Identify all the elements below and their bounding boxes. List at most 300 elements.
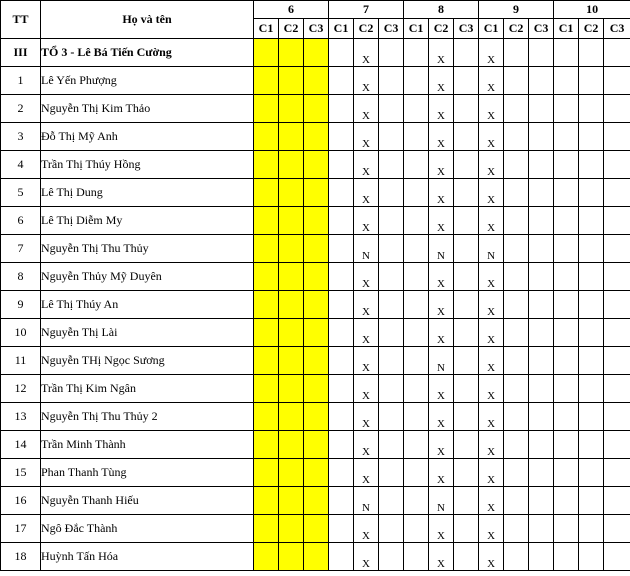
mark-cell [579, 319, 604, 347]
mark-cell [279, 179, 304, 207]
table-row [1, 543, 630, 571]
mark-cell [379, 431, 404, 459]
mark-cell [304, 39, 329, 67]
mark-cell [279, 235, 304, 263]
mark-cell [604, 319, 630, 347]
header-group-7: 7 [329, 1, 404, 19]
mark-cell: X [354, 95, 379, 123]
mark-cell [304, 151, 329, 179]
mark-cell [454, 39, 479, 67]
mark-cell [554, 347, 579, 375]
mark-cell: X [479, 375, 504, 403]
mark-cell [554, 207, 579, 235]
mark-cell [254, 319, 279, 347]
row-number: 2 [1, 95, 41, 123]
mark-cell [504, 347, 529, 375]
mark-cell [529, 151, 554, 179]
mark-cell [329, 319, 354, 347]
mark-cell: X [479, 207, 504, 235]
mark-cell: N [429, 235, 454, 263]
row-number: 10 [1, 319, 41, 347]
mark-cell [504, 39, 529, 67]
mark-cell [529, 263, 554, 291]
mark-cell [329, 543, 354, 571]
mark-cell [254, 487, 279, 515]
row-number: 18 [1, 543, 41, 571]
mark-cell [529, 123, 554, 151]
mark-cell [579, 403, 604, 431]
mark-cell [404, 319, 429, 347]
mark-cell [529, 431, 554, 459]
mark-cell [604, 207, 630, 235]
mark-cell [504, 151, 529, 179]
mark-cell [404, 67, 429, 95]
table-row [1, 207, 630, 235]
mark-cell [304, 67, 329, 95]
mark-cell [604, 39, 630, 67]
table-row [1, 151, 630, 179]
mark-cell [504, 291, 529, 319]
mark-cell: X [429, 151, 454, 179]
mark-cell [304, 207, 329, 235]
mark-cell [454, 431, 479, 459]
mark-cell [404, 207, 429, 235]
row-number: 1 [1, 67, 41, 95]
mark-cell [504, 263, 529, 291]
mark-cell [604, 403, 630, 431]
mark-cell: X [354, 319, 379, 347]
mark-cell [529, 319, 554, 347]
sub-header-c1: C1 [254, 19, 279, 39]
mark-cell [554, 543, 579, 571]
mark-cell [504, 403, 529, 431]
mark-cell [379, 39, 404, 67]
mark-cell [329, 403, 354, 431]
mark-cell [304, 179, 329, 207]
mark-cell [304, 403, 329, 431]
mark-cell [379, 123, 404, 151]
header-group-10: 10 [554, 1, 630, 19]
mark-cell [379, 319, 404, 347]
mark-cell [454, 207, 479, 235]
mark-cell [279, 515, 304, 543]
mark-cell [504, 95, 529, 123]
mark-cell [329, 515, 354, 543]
mark-cell [529, 235, 554, 263]
mark-cell [304, 375, 329, 403]
mark-cell [329, 291, 354, 319]
mark-cell [454, 95, 479, 123]
mark-cell: N [429, 347, 454, 375]
mark-cell [379, 67, 404, 95]
header-row-groups [1, 1, 630, 19]
mark-cell: X [479, 39, 504, 67]
mark-cell: X [354, 207, 379, 235]
mark-cell [604, 375, 630, 403]
row-number: 11 [1, 347, 41, 375]
person-name: Lê Thị Dung [41, 179, 254, 207]
table-row [1, 459, 630, 487]
mark-cell [404, 179, 429, 207]
mark-cell: X [354, 151, 379, 179]
mark-cell [454, 67, 479, 95]
mark-cell [404, 487, 429, 515]
table-row [1, 347, 630, 375]
mark-cell [254, 263, 279, 291]
mark-cell [304, 543, 329, 571]
mark-cell [254, 431, 279, 459]
mark-cell [379, 291, 404, 319]
mark-cell [579, 543, 604, 571]
mark-cell [304, 319, 329, 347]
mark-cell [329, 67, 354, 95]
mark-cell: X [429, 67, 454, 95]
mark-cell: X [429, 459, 454, 487]
mark-cell: X [354, 123, 379, 151]
mark-cell [579, 263, 604, 291]
mark-cell [404, 291, 429, 319]
mark-cell [329, 347, 354, 375]
header-tt: TT [1, 1, 41, 39]
mark-cell [404, 403, 429, 431]
mark-cell [454, 403, 479, 431]
mark-cell [404, 263, 429, 291]
mark-cell [279, 431, 304, 459]
mark-cell [554, 403, 579, 431]
mark-cell [254, 95, 279, 123]
mark-cell [604, 515, 630, 543]
mark-cell [379, 95, 404, 123]
mark-cell [329, 151, 354, 179]
row-number: 6 [1, 207, 41, 235]
mark-cell [379, 179, 404, 207]
mark-cell [554, 375, 579, 403]
mark-cell [304, 515, 329, 543]
mark-cell [529, 487, 554, 515]
sub-header-c3: C3 [604, 19, 630, 39]
mark-cell [404, 151, 429, 179]
mark-cell [579, 375, 604, 403]
person-name: Lê Yến Phượng [41, 67, 254, 95]
table-row [1, 487, 630, 515]
mark-cell [554, 319, 579, 347]
mark-cell [529, 515, 554, 543]
person-name: Phan Thanh Tùng [41, 459, 254, 487]
mark-cell [329, 431, 354, 459]
mark-cell: X [354, 347, 379, 375]
mark-cell [404, 347, 429, 375]
mark-cell [454, 347, 479, 375]
mark-cell [554, 235, 579, 263]
mark-cell [604, 151, 630, 179]
mark-cell: X [429, 375, 454, 403]
mark-cell [579, 235, 604, 263]
person-name: Ngô Đắc Thành [41, 515, 254, 543]
mark-cell [604, 95, 630, 123]
table-row [1, 67, 630, 95]
mark-cell [529, 39, 554, 67]
mark-cell: X [429, 543, 454, 571]
mark-cell [254, 39, 279, 67]
mark-cell [504, 67, 529, 95]
mark-cell [604, 179, 630, 207]
mark-cell [254, 515, 279, 543]
mark-cell [254, 375, 279, 403]
table-body [1, 39, 630, 571]
row-number: 16 [1, 487, 41, 515]
mark-cell [529, 347, 554, 375]
mark-cell: N [479, 235, 504, 263]
mark-cell [604, 543, 630, 571]
mark-cell: N [354, 235, 379, 263]
mark-cell: X [429, 123, 454, 151]
person-name: Nguyễn Thị Lài [41, 319, 254, 347]
mark-cell [454, 123, 479, 151]
mark-cell [279, 319, 304, 347]
mark-cell [304, 459, 329, 487]
mark-cell [379, 207, 404, 235]
mark-cell [254, 543, 279, 571]
mark-cell [329, 179, 354, 207]
mark-cell [254, 347, 279, 375]
mark-cell: X [354, 459, 379, 487]
mark-cell: X [479, 431, 504, 459]
mark-cell [254, 151, 279, 179]
mark-cell: X [479, 291, 504, 319]
mark-cell [504, 431, 529, 459]
mark-cell [279, 207, 304, 235]
mark-cell [379, 375, 404, 403]
mark-cell [254, 179, 279, 207]
mark-cell [304, 263, 329, 291]
mark-cell: X [429, 263, 454, 291]
table-row [1, 235, 630, 263]
person-name: Trần Thị Thúy Hồng [41, 151, 254, 179]
mark-cell [304, 487, 329, 515]
table-row [1, 95, 630, 123]
person-name: TỔ 3 - Lê Bá Tiến Cường [41, 39, 254, 67]
mark-cell: X [479, 543, 504, 571]
mark-cell: X [354, 179, 379, 207]
row-number: 17 [1, 515, 41, 543]
mark-cell [529, 179, 554, 207]
header-group-8: 8 [404, 1, 479, 19]
mark-cell [529, 291, 554, 319]
mark-cell: N [429, 487, 454, 515]
row-number: 14 [1, 431, 41, 459]
mark-cell [454, 543, 479, 571]
row-number: 3 [1, 123, 41, 151]
mark-cell [504, 375, 529, 403]
mark-cell [529, 95, 554, 123]
table-row [1, 403, 630, 431]
table-row [1, 515, 630, 543]
mark-cell [554, 179, 579, 207]
person-name: Trần Thị Kim Ngân [41, 375, 254, 403]
mark-cell [579, 487, 604, 515]
mark-cell [279, 67, 304, 95]
mark-cell [279, 487, 304, 515]
mark-cell [579, 67, 604, 95]
mark-cell [579, 515, 604, 543]
row-number: 5 [1, 179, 41, 207]
mark-cell [604, 487, 630, 515]
mark-cell [604, 123, 630, 151]
mark-cell [304, 95, 329, 123]
mark-cell [254, 403, 279, 431]
sub-header-c3: C3 [304, 19, 329, 39]
mark-cell [379, 263, 404, 291]
mark-cell [554, 123, 579, 151]
mark-cell [504, 179, 529, 207]
mark-cell [329, 207, 354, 235]
row-number: 8 [1, 263, 41, 291]
mark-cell [504, 543, 529, 571]
mark-cell: X [479, 263, 504, 291]
mark-cell [304, 431, 329, 459]
mark-cell: X [429, 39, 454, 67]
mark-cell [454, 179, 479, 207]
mark-cell [604, 67, 630, 95]
mark-cell [404, 375, 429, 403]
mark-cell [504, 207, 529, 235]
row-number: 15 [1, 459, 41, 487]
mark-cell [404, 431, 429, 459]
mark-cell: X [479, 123, 504, 151]
mark-cell: X [354, 543, 379, 571]
mark-cell [604, 347, 630, 375]
mark-cell: X [429, 207, 454, 235]
person-name: Nguyễn Thủy Mỹ Duyên [41, 263, 254, 291]
row-number: 12 [1, 375, 41, 403]
mark-cell [329, 39, 354, 67]
mark-cell [454, 291, 479, 319]
mark-cell [279, 39, 304, 67]
mark-cell [554, 515, 579, 543]
mark-cell: X [479, 151, 504, 179]
mark-cell [579, 291, 604, 319]
sub-header-c1: C1 [479, 19, 504, 39]
mark-cell [529, 207, 554, 235]
mark-cell: X [479, 319, 504, 347]
mark-cell [579, 95, 604, 123]
mark-cell [554, 459, 579, 487]
mark-cell [554, 67, 579, 95]
mark-cell: X [429, 403, 454, 431]
mark-cell [379, 235, 404, 263]
mark-cell [254, 207, 279, 235]
mark-cell: X [479, 487, 504, 515]
mark-cell: X [354, 291, 379, 319]
mark-cell [554, 291, 579, 319]
person-name: Nguyễn Thị Thu Thủy 2 [41, 403, 254, 431]
mark-cell [504, 235, 529, 263]
table-row [1, 123, 630, 151]
mark-cell [279, 151, 304, 179]
mark-cell [329, 487, 354, 515]
mark-cell [529, 375, 554, 403]
mark-cell [604, 263, 630, 291]
table-row [1, 179, 630, 207]
mark-cell [454, 235, 479, 263]
mark-cell [579, 347, 604, 375]
mark-cell [329, 375, 354, 403]
mark-cell [504, 319, 529, 347]
row-number: 9 [1, 291, 41, 319]
person-name: Lê Thị Diễm My [41, 207, 254, 235]
mark-cell [279, 123, 304, 151]
mark-cell: X [479, 459, 504, 487]
sub-header-c2: C2 [279, 19, 304, 39]
mark-cell [379, 543, 404, 571]
mark-cell [554, 487, 579, 515]
mark-cell [504, 459, 529, 487]
mark-cell [604, 431, 630, 459]
mark-cell [554, 431, 579, 459]
sub-header-c1: C1 [554, 19, 579, 39]
person-name: Nguyễn Thị Kim Thảo [41, 95, 254, 123]
mark-cell [504, 487, 529, 515]
mark-cell: X [479, 347, 504, 375]
mark-cell [279, 291, 304, 319]
sub-header-c2: C2 [354, 19, 379, 39]
mark-cell [454, 515, 479, 543]
mark-cell: X [354, 403, 379, 431]
mark-cell [279, 459, 304, 487]
mark-cell [379, 459, 404, 487]
mark-cell: X [354, 515, 379, 543]
header-group-9: 9 [479, 1, 554, 19]
mark-cell [404, 39, 429, 67]
mark-cell [329, 459, 354, 487]
mark-cell [379, 151, 404, 179]
sub-header-c2: C2 [579, 19, 604, 39]
mark-cell: X [429, 515, 454, 543]
mark-cell [329, 95, 354, 123]
mark-cell: X [354, 431, 379, 459]
mark-cell: X [479, 515, 504, 543]
mark-cell [454, 319, 479, 347]
sub-header-c3: C3 [379, 19, 404, 39]
row-number: 7 [1, 235, 41, 263]
header-group-6: 6 [254, 1, 329, 19]
mark-cell [604, 291, 630, 319]
person-name: Nguyễn THị Ngọc Sương [41, 347, 254, 375]
mark-cell [554, 95, 579, 123]
mark-cell [529, 459, 554, 487]
mark-cell: X [354, 39, 379, 67]
mark-cell [579, 123, 604, 151]
mark-cell [504, 123, 529, 151]
table-row [1, 291, 630, 319]
mark-cell: N [354, 487, 379, 515]
mark-cell [279, 543, 304, 571]
mark-cell [404, 515, 429, 543]
header-name: Họ và tên [41, 1, 254, 39]
mark-cell: X [479, 179, 504, 207]
mark-cell: X [354, 263, 379, 291]
mark-cell [529, 543, 554, 571]
mark-cell [404, 235, 429, 263]
mark-cell [454, 487, 479, 515]
mark-cell [404, 123, 429, 151]
mark-cell [379, 515, 404, 543]
mark-cell [279, 95, 304, 123]
mark-cell [279, 375, 304, 403]
mark-cell [329, 263, 354, 291]
mark-cell [454, 459, 479, 487]
mark-cell: X [429, 95, 454, 123]
